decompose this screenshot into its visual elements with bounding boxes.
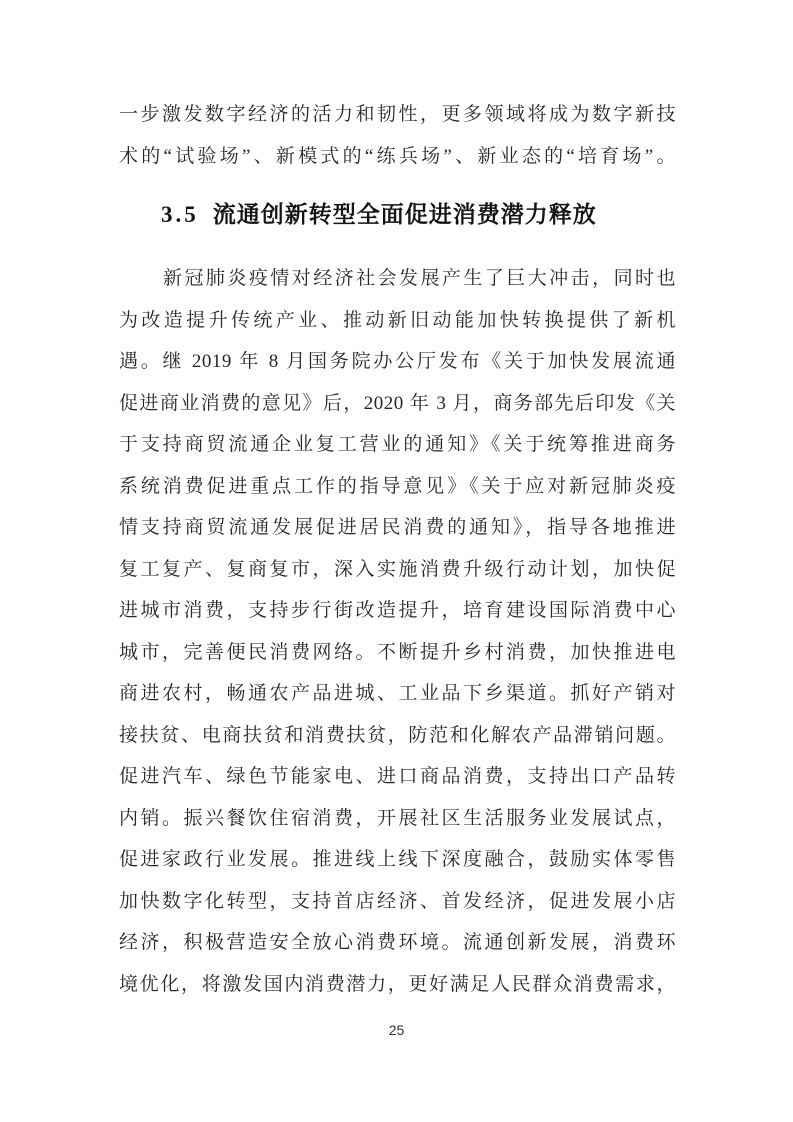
- paragraph-line: 复工复产、复商复市，深入实施消费升级行动计划，加快促: [119, 558, 676, 580]
- paragraph-line: 加快数字化转型，支持首店经济、首发经济，促进发展小店: [119, 890, 676, 912]
- paragraph-line: 系统消费促进重点工作的指导意见》《关于应对新冠肺炎疫: [119, 475, 676, 497]
- continuation-line: 一步激发数字经济的活力和韧性，更多领域将成为数字新技: [119, 104, 676, 125]
- continuation-paragraph: [119, 94, 676, 177]
- paragraph-line: 进城市消费，支持步行街改造提升，培育建设国际消费中心: [119, 600, 676, 621]
- paragraph-line: 经济，积极营造安全放心消费环境。流通创新发展，消费环: [119, 932, 676, 953]
- paragraph-line: 境优化，将激发国内消费潜力，更好满足人民群众消费需求，: [119, 973, 676, 995]
- paragraph-line: 促进汽车、绿色节能家电、进口商品消费，支持出口产品转: [119, 766, 676, 787]
- paragraph-line: 遇。继 2019 年 8 月国务院办公厅发布《关于加快发展流通: [119, 351, 676, 372]
- page-number: 25: [388, 1022, 405, 1038]
- body-paragraph: [119, 258, 676, 1005]
- section-title: 流通创新转型全面促进消费潜力释放: [212, 202, 597, 227]
- paragraph-line: 促进家政行业发展。推进线上线下深度融合，鼓励实体零售: [119, 849, 676, 870]
- paragraph-line: 情支持商贸流通发展促进居民消费的通知》，指导各地推进: [119, 517, 676, 538]
- section-number: 3.5: [161, 202, 199, 227]
- paragraph-line: 商进农村，畅通农产品进城、工业品下乡渠道。抓好产销对: [119, 683, 676, 704]
- section-heading-block: [119, 197, 676, 233]
- paragraph-line: 城市，完善便民消费网络。不断提升乡村消费，加快推进电: [119, 641, 676, 663]
- paragraph-line: 接扶贫、电商扶贫和消费扶贫，防范和化解农产品滞销问题。: [119, 724, 676, 746]
- paragraph-line: 内销。振兴餐饮住宿消费，开展社区生活服务业发展试点，: [119, 807, 676, 829]
- section-heading: [119, 197, 676, 233]
- continuation-line: 术的“试验场”、新模式的“练兵场”、新业态的“培育场”。: [119, 145, 676, 167]
- paragraph-line: 新冠肺炎疫情对经济社会发展产生了巨大冲击，同时也: [163, 268, 676, 289]
- paragraph-line: 于支持商贸流通企业复工营业的通知》《关于统筹推进商务: [119, 434, 676, 455]
- paragraph-line: 为改造提升传统产业、推动新旧动能加快转换提供了新机: [119, 309, 676, 331]
- paragraph-line: 促进商业消费的意见》后，2020 年 3 月，商务部先后印发《关: [119, 392, 676, 414]
